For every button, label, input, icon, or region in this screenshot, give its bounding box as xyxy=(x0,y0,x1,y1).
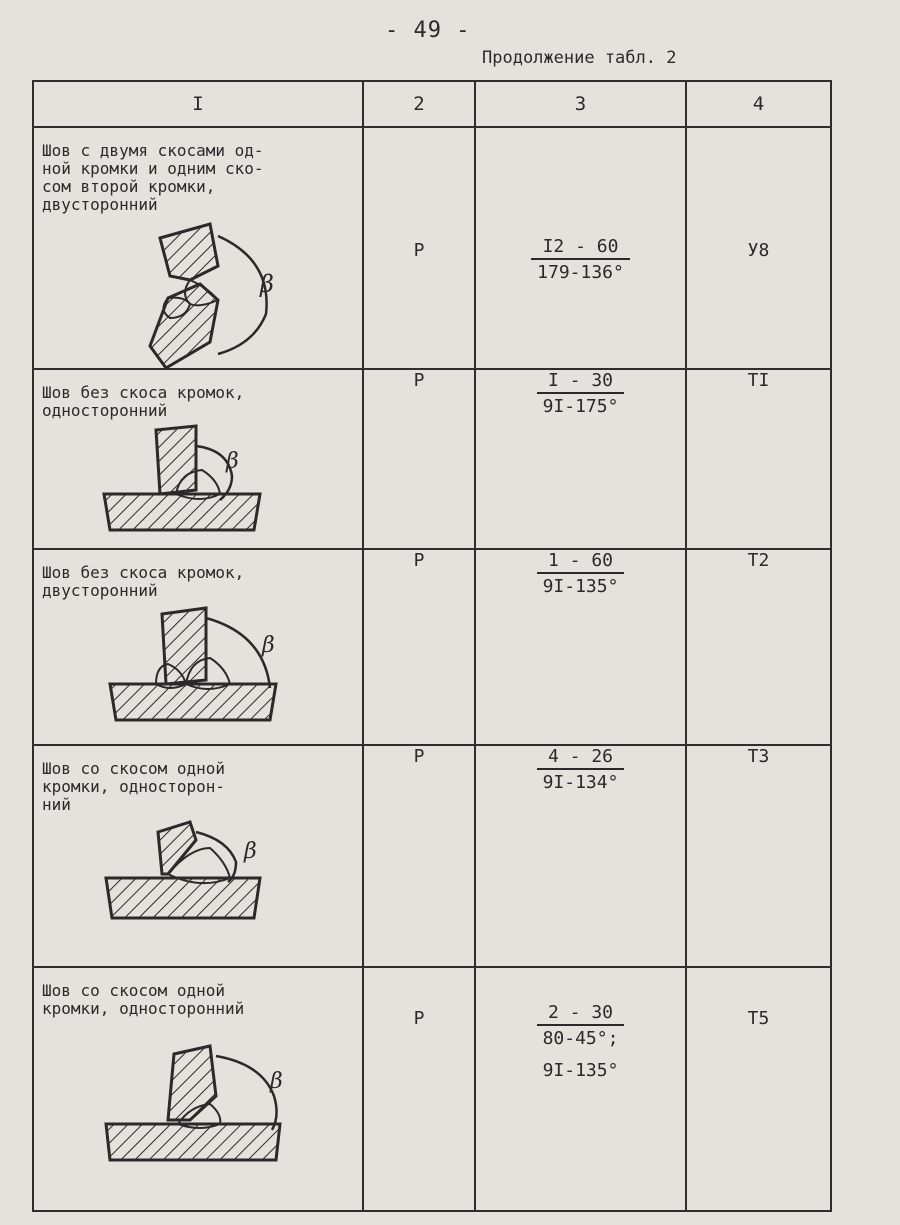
range-fraction xyxy=(537,550,625,598)
joint-description: Шов со скосом одной кромки, односторонний xyxy=(42,981,245,1018)
base-plate xyxy=(106,1124,280,1160)
joint-description: Шов с двумя скосами од- ной кромки и одним ско- сом второй кромки, двусторонний xyxy=(42,141,264,214)
range-cell xyxy=(475,369,686,549)
weld-diagram-t-single xyxy=(40,424,340,542)
table-continuation-caption: Продолжение табл. 2 xyxy=(482,48,677,68)
weld-joint-table xyxy=(32,80,832,1212)
table-header-row xyxy=(33,81,831,127)
range-angle: 9I-175° xyxy=(542,396,619,417)
description-cell xyxy=(33,967,363,1211)
vertical-plate xyxy=(156,426,196,494)
range-cell xyxy=(475,967,686,1211)
range-angle: 179-136° xyxy=(537,262,624,283)
header-col-2: 2 xyxy=(363,81,475,127)
range-angle: 9I-134° xyxy=(542,772,619,793)
range-cell xyxy=(475,745,686,967)
code-cell: T2 xyxy=(686,549,831,745)
range-thickness: 4 - 26 xyxy=(537,746,625,770)
angle-label-beta: β xyxy=(226,449,239,474)
table-row xyxy=(33,549,831,745)
range-fraction xyxy=(537,1002,625,1050)
vertical-plate xyxy=(162,608,206,684)
range-angle-extra: 9I-135° xyxy=(542,1060,619,1081)
range-angle: 9I-135° xyxy=(542,576,619,597)
weld-diagram-bevel-single xyxy=(40,818,340,938)
joint-description: Шов без скоса кромок, односторонний xyxy=(42,383,245,420)
header-col-4: 4 xyxy=(686,81,831,127)
range-fraction xyxy=(537,370,625,418)
range-thickness: I - 30 xyxy=(537,370,625,394)
weld-diagram-bevel-single-alt xyxy=(40,1042,340,1202)
header-col-1: I xyxy=(33,81,363,127)
type-cell: Р xyxy=(363,127,475,369)
type-cell: Р xyxy=(363,549,475,745)
description-cell xyxy=(33,745,363,967)
code-cell: У8 xyxy=(686,127,831,369)
beveled-plate xyxy=(158,822,196,874)
range-thickness: 2 - 30 xyxy=(537,1002,625,1026)
range-angle: 80-45°; xyxy=(542,1028,619,1049)
table-row xyxy=(33,369,831,549)
description-cell xyxy=(33,369,363,549)
table-row xyxy=(33,967,831,1211)
angle-label-beta: β xyxy=(244,839,257,864)
weld-diagram-double-bevel xyxy=(40,218,340,368)
code-cell: T5 xyxy=(686,967,831,1211)
type-cell: Р xyxy=(363,967,475,1211)
plate-section-upper xyxy=(160,224,218,280)
range-thickness: 1 - 60 xyxy=(537,550,625,574)
header-col-3: 3 xyxy=(475,81,686,127)
type-cell: Р xyxy=(363,745,475,967)
base-plate xyxy=(104,494,260,530)
joint-description: Шов без скоса кромок, двусторонний xyxy=(42,563,245,600)
angle-arc xyxy=(206,618,270,688)
angle-arc xyxy=(216,1056,277,1130)
page-number: - 49 - xyxy=(385,18,471,43)
code-cell: TI xyxy=(686,369,831,549)
range-cell xyxy=(475,549,686,745)
table-row xyxy=(33,127,831,369)
code-cell: T3 xyxy=(686,745,831,967)
range-thickness: I2 - 60 xyxy=(531,236,630,260)
description-cell xyxy=(33,549,363,745)
description-cell xyxy=(33,127,363,369)
weld-diagram-t-double xyxy=(40,604,340,734)
plate-section-lower xyxy=(150,284,218,368)
angle-label-beta: β xyxy=(260,270,274,298)
range-fraction xyxy=(531,236,630,284)
base-plate xyxy=(106,878,260,918)
type-cell: Р xyxy=(363,369,475,549)
joint-description: Шов со скосом одной кромки, односторон- ний xyxy=(42,759,226,814)
range-cell xyxy=(475,127,686,369)
range-fraction xyxy=(537,746,625,794)
base-plate xyxy=(110,684,276,720)
angle-label-beta: β xyxy=(262,633,275,658)
table-row xyxy=(33,745,831,967)
angle-label-beta: β xyxy=(270,1069,283,1094)
